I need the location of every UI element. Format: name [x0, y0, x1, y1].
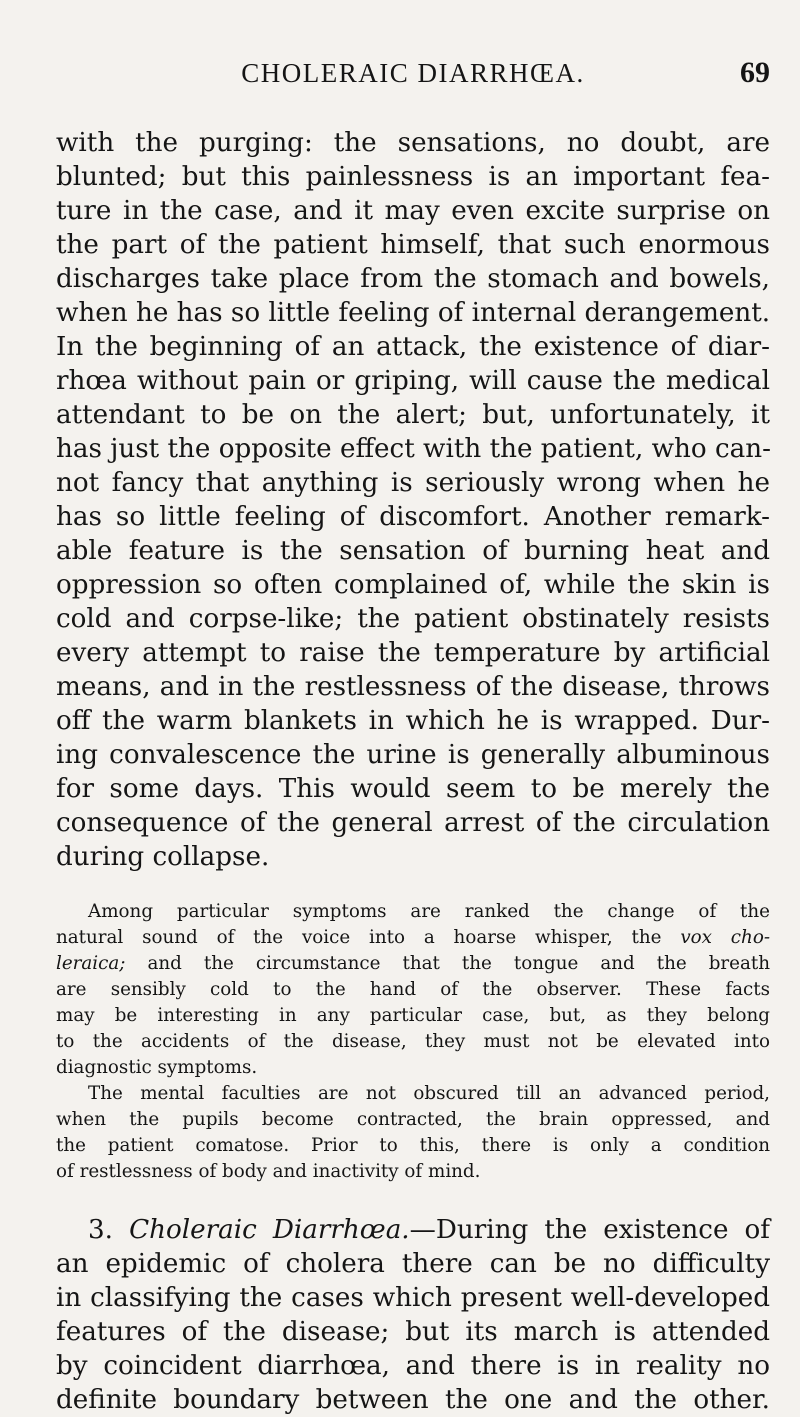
text-line: during collapse.: [56, 842, 270, 872]
small-text-line: the patient comatose. Prior to this, there is only a condition: [56, 1135, 770, 1156]
text-line: for some days. This would seem to be merely the: [56, 774, 770, 804]
text-line: features of the disease; but its march is attended: [56, 1317, 770, 1347]
text-line: has so little feeling of discomfort. Another remark-: [56, 502, 770, 532]
text-line: definite boundary between the one and the other.: [56, 1385, 770, 1415]
text-line: when he has so little feeling of internal derangement.: [56, 298, 771, 328]
text-line: not fancy that anything is seriously wrong when he: [56, 468, 770, 498]
text-line: ing convalescence the urine is generally albuminous: [56, 740, 770, 770]
text-line: with the purging: the sensations, no doubt, are: [56, 128, 770, 158]
small-text-line: [56, 951, 770, 977]
text-line: able feature is the sensation of burning heat and: [56, 536, 770, 566]
text-line: means, and in the restlessness of the disease, throws: [56, 672, 770, 702]
page-number: 69: [740, 56, 770, 89]
section-heading-line: [56, 1213, 770, 1247]
text-line: has just the opposite effect with the patient, who can-: [56, 434, 771, 464]
text-line: attendant to be on the alert; but, unfortunately, it: [56, 400, 770, 430]
text-line: ture in the case, and it may even excite surprise on: [56, 196, 770, 226]
small-text-span: and the circumstance that the tongue and the breath: [125, 953, 770, 974]
text-line: In the beginning of an attack, the existence of diar-: [56, 332, 770, 362]
running-head: CHOLERAIC DIARRHŒA.: [241, 58, 585, 88]
text-line: an epidemic of cholera there can be no difficulty: [56, 1249, 770, 1279]
text-line: by coincident diarrhœa, and there is in reality no: [56, 1351, 770, 1381]
section-number: 3.: [88, 1215, 130, 1245]
text-line: in classifying the cases which present well-developed: [56, 1283, 770, 1313]
text-line: discharges take place from the stomach and bowels,: [56, 264, 770, 294]
small-text-line: [56, 925, 770, 951]
small-text-line: diagnostic symptoms.: [56, 1057, 258, 1078]
small-text-line: Among particular symptoms are ranked the change of the: [88, 901, 770, 922]
text-line: every attempt to raise the temperature by artificial: [56, 638, 770, 668]
small-text-line: of restlessness of body and inactivity of mind.: [56, 1161, 481, 1182]
latin-term: leraica;: [56, 953, 126, 974]
text-line: cold and corpse-like; the patient obstinately resists: [56, 604, 770, 634]
text-line: rhœa without pain or griping, will cause the medical: [56, 366, 770, 396]
text-span: —During the existence of: [409, 1215, 770, 1245]
latin-term: vox cho-: [680, 927, 770, 948]
text-line: the part of the patient himself, that such enormous: [56, 230, 770, 260]
small-text-line: may be interesting in any particular case, but, as they belong: [56, 1005, 770, 1026]
small-text-span: natural sound of the voice into a hoarse whisper, the: [56, 927, 681, 948]
page-header: [56, 58, 770, 88]
small-text-line: The mental faculties are not obscured till an advanced period,: [88, 1083, 770, 1104]
text-line: oppression so often complained of, while the skin is: [56, 570, 770, 600]
small-text-line: are sensibly cold to the hand of the observer. These facts: [56, 979, 770, 1000]
text-line: consequence of the general arrest of the circulation: [56, 808, 770, 838]
text-line: off the warm blankets in which he is wrapped. Dur-: [56, 706, 770, 736]
text-line: blunted; but this painlessness is an important fea-: [56, 162, 770, 192]
small-text-line: when the pupils become contracted, the brain oppressed, and: [56, 1109, 770, 1130]
small-text-line: to the accidents of the disease, they must not be elevated into: [56, 1031, 770, 1052]
section-title: Choleraic Diarrhœa.: [129, 1215, 410, 1245]
